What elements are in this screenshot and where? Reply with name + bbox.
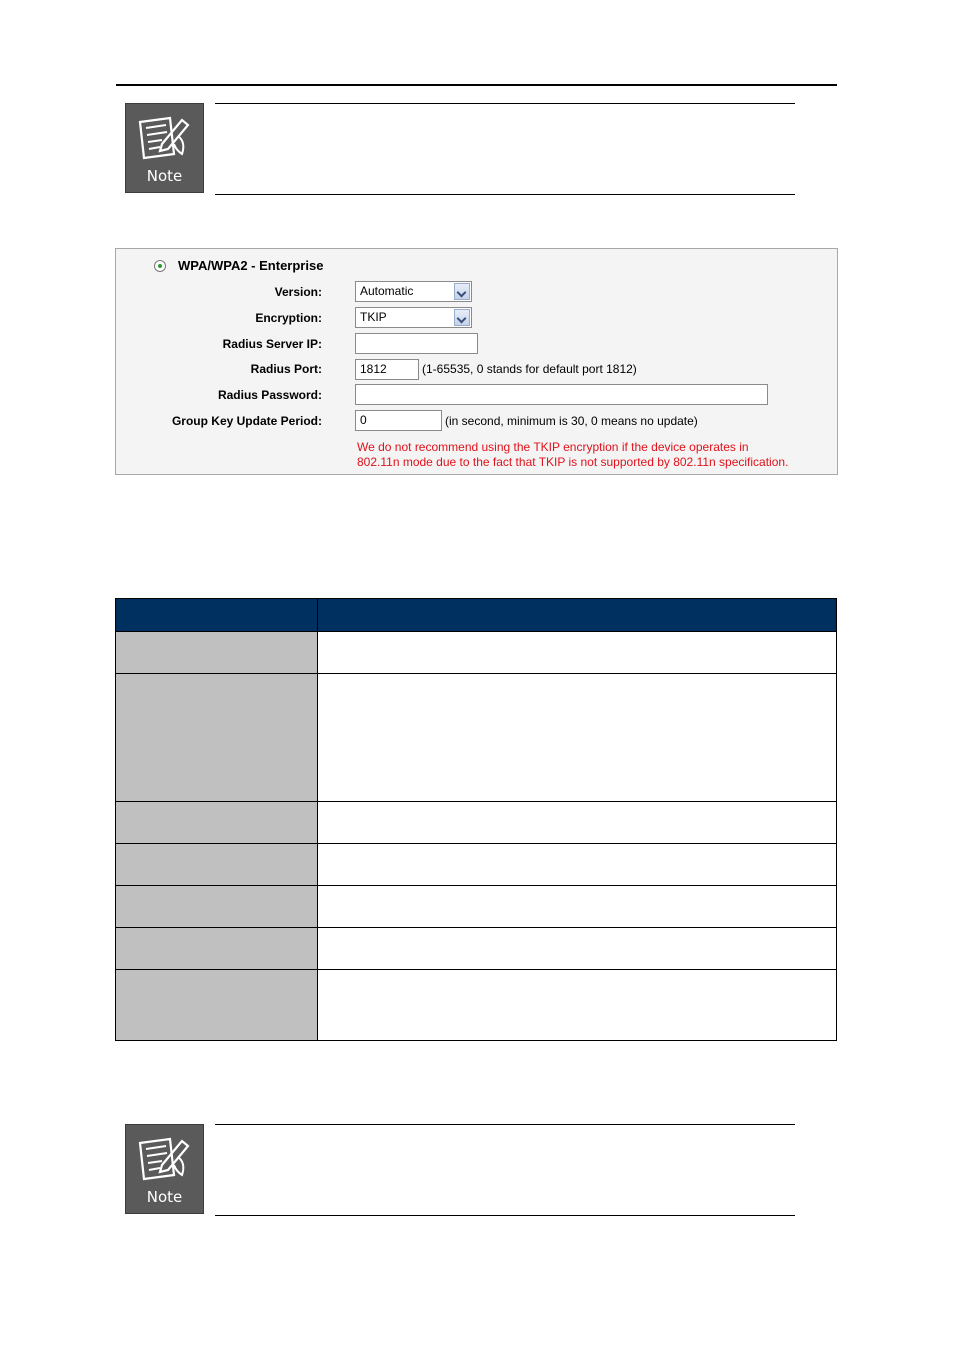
radius-port-hint: (1-65535, 0 stands for default port 1812)	[422, 362, 637, 376]
table-desc-cell	[318, 928, 837, 970]
note-top-rule	[215, 103, 795, 104]
chevron-down-icon[interactable]	[454, 309, 470, 326]
note-icon	[125, 103, 204, 193]
settings-description-table	[115, 598, 837, 1041]
chevron-down-icon[interactable]	[454, 283, 470, 300]
table-row	[116, 802, 837, 844]
encryption-label: Encryption:	[255, 311, 322, 325]
group-key-update-period-input[interactable]: 0	[355, 410, 442, 431]
note-pencil-graphic	[136, 1135, 194, 1187]
group-key-update-period-label: Group Key Update Period:	[171, 414, 322, 428]
radius-server-ip-input[interactable]	[355, 333, 478, 354]
table-label-cell	[116, 886, 318, 928]
table-row	[116, 844, 837, 886]
table-desc-cell	[318, 844, 837, 886]
tkip-warning-line-1: We do not recommend using the TKIP encryption if the device operates in	[357, 440, 749, 454]
radius-server-ip-label: Radius Server IP:	[222, 337, 322, 351]
table-label-cell	[116, 928, 318, 970]
table-desc-cell	[318, 970, 837, 1041]
group-key-update-period-hint: (in second, minimum is 30, 0 means no update)	[445, 414, 698, 428]
table-row	[116, 886, 837, 928]
radius-password-input[interactable]	[355, 384, 768, 405]
table-row	[116, 674, 837, 802]
wpa-enterprise-title: WPA/WPA2 - Enterprise	[178, 258, 324, 273]
table-label-cell	[116, 802, 318, 844]
radius-port-label: Radius Port:	[250, 362, 322, 376]
wpa-enterprise-radio[interactable]	[154, 260, 166, 272]
encryption-select[interactable]	[355, 307, 472, 328]
note-top-rule	[215, 1124, 795, 1125]
note-bottom-rule	[215, 1215, 795, 1216]
table-desc-cell	[318, 632, 837, 674]
table-label-cell	[116, 970, 318, 1041]
note-pencil-graphic	[136, 114, 194, 166]
table-header-row	[116, 599, 837, 632]
table-header-cell	[318, 599, 837, 632]
table-row	[116, 928, 837, 970]
tkip-warning-line-2: 802.11n mode due to the fact that TKIP is not supported by 802.11n specification.	[357, 455, 789, 469]
note-icon-label: Note	[146, 1188, 183, 1206]
radius-port-input[interactable]: 1812	[355, 359, 419, 380]
radius-password-label: Radius Password:	[217, 388, 322, 402]
table-label-cell	[116, 632, 318, 674]
note-icon-label: Note	[146, 167, 183, 185]
encryption-select-value: TKIP	[360, 310, 387, 324]
note-icon	[125, 1124, 204, 1214]
note-bottom-rule	[215, 194, 795, 195]
page-header-rule	[116, 84, 837, 86]
table-label-cell	[116, 674, 318, 802]
table-desc-cell	[318, 802, 837, 844]
table-row	[116, 632, 837, 674]
table-row	[116, 970, 837, 1041]
table-desc-cell	[318, 674, 837, 802]
table-label-cell	[116, 844, 318, 886]
table-desc-cell	[318, 886, 837, 928]
table-header-cell	[116, 599, 318, 632]
version-label: Version:	[274, 285, 322, 299]
version-select[interactable]	[355, 281, 472, 302]
version-select-value: Automatic	[360, 284, 414, 298]
